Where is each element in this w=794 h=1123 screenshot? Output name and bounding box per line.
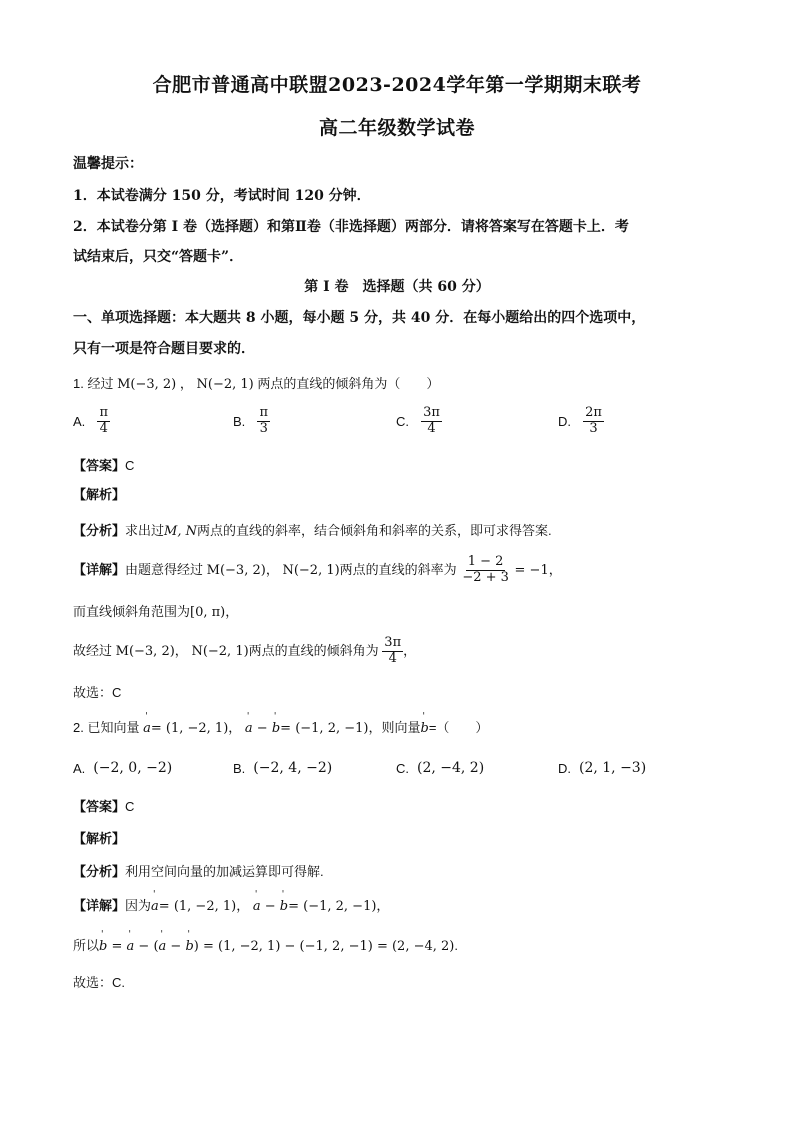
q2-so-rest: = (1, −2, 1) − (−1, 2, −1) = (2, −4, 2) <box>198 939 455 954</box>
q2-detail <box>73 895 389 914</box>
q2-a-eq: = (1, −2, 1) <box>150 721 229 736</box>
q1-concl-pre: 故经过 <box>73 642 113 658</box>
q2-so-pre: 所以 <box>73 938 100 953</box>
q2-so-minus-2: − <box>166 939 186 954</box>
q1-option-a-num: π <box>99 405 108 420</box>
q2-detail-pre: 因为 <box>125 898 152 913</box>
q2-analysis-heading <box>73 828 125 847</box>
q1-answer-tag: 【答案】 <box>73 458 126 473</box>
q2-amb-eq: = (−1, 2, −1) <box>280 721 369 736</box>
q2-var-a: ' a <box>143 721 151 736</box>
q2-option-b-label: B. <box>233 761 246 777</box>
q2-detail-tag: 【详解】 <box>73 898 126 913</box>
q2-option-a-value: (−2, 0, −2) <box>93 760 173 776</box>
q2-analysis-tag: 【解析】 <box>73 831 126 846</box>
q1-option-a-label: A. <box>73 413 86 429</box>
q2-answer <box>73 796 134 815</box>
q2-option-d <box>558 760 646 776</box>
q2-option-b <box>233 760 332 776</box>
q1-concl-sep: ， <box>174 642 188 658</box>
q1-fenxi-tag: 【分析】 <box>73 523 126 538</box>
q1-fenxi-post: 两点的直线的斜率，结合倾斜角和斜率的关系，即可求得答案. <box>196 523 552 538</box>
q1-slope-num: 1 − 2 <box>467 554 504 569</box>
q2-detail-sep: ， <box>236 898 250 913</box>
q1-conclusion <box>73 636 416 667</box>
q1-concl-num: 3π <box>384 635 402 650</box>
q2-so-post: . <box>454 938 458 953</box>
q1-detail-sep: ， <box>265 561 279 577</box>
section-instruction-line-1: 一、单项选择题：本大题共 8 小题，每小题 5 分，共 40 分．在每小题给出的四个选项中， <box>73 310 646 326</box>
q1-fenxi-mn: M, N <box>164 524 197 539</box>
q2-minus: − <box>252 721 272 736</box>
q1-option-c-den: 4 <box>427 420 436 436</box>
q1-range-pre: 而直线倾斜角范围为 <box>73 604 191 619</box>
q1-option-c-num: 3π <box>423 405 440 420</box>
q1-detail-m: M(−3, 2) <box>206 562 266 578</box>
q2-detail-post: ， <box>376 898 390 913</box>
q1-option-b-num: π <box>259 405 268 420</box>
notice-item-1: 1．本试卷满分 150 分，考试时间 120 分钟． <box>73 188 371 204</box>
q1-option-c-fraction <box>421 406 442 437</box>
q2-detail-amb-eq: = (−1, 2, −1) <box>288 899 377 914</box>
q1-fenxi-pre: 求出过 <box>125 523 165 538</box>
q2-answer-value: C <box>125 799 135 814</box>
q2-so-minus: − ( <box>134 939 159 954</box>
q2-mid: ，则向量 <box>368 720 421 735</box>
q1-slope-fraction <box>460 555 511 586</box>
q2-option-a-label: A. <box>73 761 86 777</box>
q1-choose: 故选：C <box>73 685 122 700</box>
q2-option-c-label: C. <box>396 761 409 777</box>
q1-range-post: ， <box>225 604 239 619</box>
q1-answer-value: C <box>125 458 135 473</box>
q2-option-c <box>396 760 484 776</box>
question-2-stem <box>73 717 488 736</box>
q2-so-var-a: ' a <box>127 939 135 954</box>
q2-option-a <box>73 760 172 776</box>
q1-concl-den: 4 <box>388 650 397 666</box>
q2-fenxi-tag: 【分析】 <box>73 864 126 879</box>
q2-var-a-2: ' a <box>245 721 253 736</box>
q1-prefix: 1. 经过 <box>73 376 114 391</box>
q1-concl-mid: 两点的直线的倾斜角为 <box>248 642 379 658</box>
q2-so-var-b: ' b <box>99 939 107 954</box>
q2-detail-var-a: ' a <box>151 899 159 914</box>
q2-var-b: ' b <box>272 721 280 736</box>
q1-analysis-tag: 【解析】 <box>73 487 126 502</box>
q2-var-b-2: ' b <box>420 721 428 736</box>
exam-title: 合肥市普通高中联盟2023-2024学年第一学期期末联考 <box>152 74 642 96</box>
q1-sep: ， <box>179 376 193 391</box>
q1-point-n: N(−2, 1) <box>196 377 254 392</box>
q2-prefix: 2. 已知向量 <box>73 720 140 735</box>
q2-detail-var-b: ' b <box>280 899 288 914</box>
q1-option-b-label: B. <box>233 413 246 429</box>
q1-option-a-den: 4 <box>99 420 108 436</box>
q1-range-value: [0, π) <box>190 605 226 620</box>
q1-detail-pre: 由题意得经过 <box>125 561 204 577</box>
q2-so-close: ) <box>193 939 199 954</box>
q2-so-eq1: = <box>107 939 127 954</box>
q1-detail <box>73 555 562 586</box>
q1-option-d-label: D. <box>558 413 571 429</box>
q1-option-d <box>558 406 604 437</box>
q1-option-d-fraction <box>583 406 604 437</box>
q1-point-m: M(−3, 2) <box>117 377 177 392</box>
q1-option-c-label: C. <box>396 413 409 429</box>
q1-option-b-fraction <box>257 406 270 437</box>
q1-slope-result: = −1， <box>514 562 562 578</box>
q2-answer-tag: 【答案】 <box>73 799 126 814</box>
q2-b-eq: =（ ） <box>428 720 489 735</box>
notice-item-2-line-1: 2．本试卷分第 I 卷（选择题）和第Ⅱ卷（非选择题）两部分．请将答案写在答题卡上．考 <box>73 219 629 235</box>
q1-range <box>73 601 238 620</box>
q2-so-var-a-2: ' a <box>159 939 167 954</box>
q2-detail-var-a-2: ' a <box>253 899 261 914</box>
q1-concl-fraction <box>382 636 403 667</box>
q2-detail-a-eq: = (1, −2, 1) <box>158 899 237 914</box>
q2-fenxi <box>73 861 324 880</box>
notice-item-2-line-2: 试结束后，只交“答题卡”． <box>73 249 244 265</box>
q1-detail-n: N(−2, 1) <box>282 562 340 578</box>
q1-option-b <box>233 406 270 437</box>
q1-analysis-heading <box>73 484 125 503</box>
question-1-stem <box>73 373 439 392</box>
q1-option-d-num: 2π <box>585 405 602 420</box>
q2-option-c-value: (2, −4, 2) <box>417 760 485 776</box>
q1-option-a <box>73 406 110 437</box>
q1-option-d-den: 3 <box>589 420 598 436</box>
q1-answer <box>73 455 134 474</box>
q2-option-d-value: (2, 1, −3) <box>579 760 647 776</box>
q1-suffix: 两点的直线的倾斜角为（ ） <box>257 376 440 391</box>
q2-sep: ， <box>228 720 242 735</box>
q1-slope-den: −2 + 3 <box>462 569 509 585</box>
q1-detail-mid: 两点的直线的斜率为 <box>339 561 457 577</box>
q2-choose: 故选：C. <box>73 975 126 990</box>
q1-detail-tag: 【详解】 <box>73 561 126 577</box>
q1-concl-n: N(−2, 1) <box>191 643 249 659</box>
q2-option-d-label: D. <box>558 761 571 777</box>
q2-option-b-value: (−2, 4, −2) <box>253 760 333 776</box>
q1-option-b-den: 3 <box>259 420 268 436</box>
section-instruction-line-2: 只有一项是符合题目要求的． <box>73 341 255 357</box>
q2-derivation <box>73 935 458 954</box>
q2-fenxi-text: 利用空间向量的加减运算即可得解. <box>125 864 324 879</box>
q1-fenxi <box>73 520 552 539</box>
q1-option-c <box>396 406 442 437</box>
q2-detail-minus: − <box>260 899 280 914</box>
q1-concl-m: M(−3, 2) <box>115 643 175 659</box>
q1-concl-post: ， <box>403 642 417 658</box>
notice-heading: 温馨提示： <box>73 156 143 172</box>
q2-so-var-b-2: ' b <box>185 939 193 954</box>
part-title: 第 I 卷 选择题（共 60 分） <box>304 279 490 295</box>
exam-subtitle: 高二年级数学试卷 <box>318 117 475 139</box>
q1-option-a-fraction <box>97 406 110 437</box>
